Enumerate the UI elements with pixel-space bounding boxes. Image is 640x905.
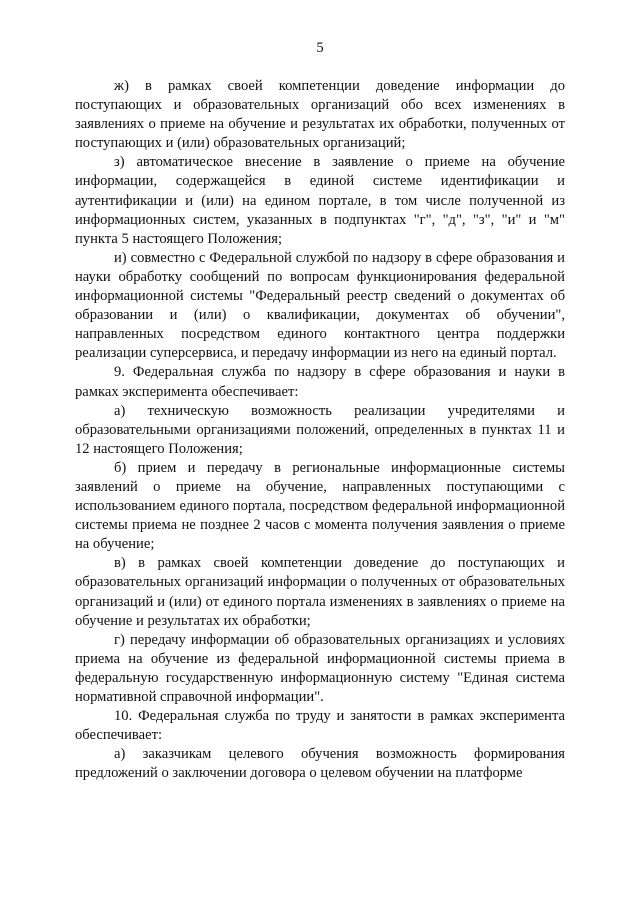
paragraph-item-10: 10. Федеральная служба по труду и занятости в рамках эксперимента обеспечивает: <box>75 708 565 744</box>
paragraph-9g: г) передачу информации об образовательных организациях и условиях приема на обучение из федеральной информационной системы приема в федеральную государственную информационную систему "Единая система нормативной справочной информации". <box>75 631 565 705</box>
paragraph-10a: а) заказчикам целевого обучения возможность формирования предложений о заключении договора о целевом обучении на платформе <box>75 746 565 782</box>
paragraph-9a: а) техническую возможность реализации учредителями и образовательными организациями положений, определенных в пунктах 11 и 12 настоящего Положения; <box>75 402 565 457</box>
paragraph-z: з) автоматическое внесение в заявление о приеме на обучение информации, содержащейся в единой системе идентификации и аутентификации и (или) на едином портале, в том числе полученной из информационных систем, указанных в подпунктах "г", "д", "з", "и" и "м" пункта 5 настоящего Положения; <box>75 154 565 247</box>
page-number: 5 <box>316 40 324 56</box>
paragraph-item-9: 9. Федеральная служба по надзору в сфере образования и науки в рамках эксперимента обеспечивает: <box>75 364 565 400</box>
paragraph-9v: в) в рамках своей компетенции доведение до поступающих и образовательных организаций информации о полученных от образовательных организаций и (или) от единого портала изменениях в заявлениях о приеме на обучение и результатах их обработки; <box>75 555 565 629</box>
paragraph-9b: б) прием и передачу в региональные информационные системы заявлений о приеме на обучение, направленных поступающими с использованием единого портала, посредством федеральной информационной системы приема не позднее 2 часов с момента получения заявления о приеме на обучение; <box>75 459 565 553</box>
document-body <box>75 77 565 783</box>
paragraph-i: и) совместно с Федеральной службой по надзору в сфере образования и науки обработку сообщений по вопросам функционирования федеральной информационной системы "Федеральный реестр сведений о документах об образовании и (или) о квалификации, документах об обучении", направленных посредством единого контактного центра поддержки реализации суперсервиса, и передачу информации из него на единый портал. <box>75 249 565 362</box>
paragraph-zh: ж) в рамках своей компетенции доведение информации до поступающих и образовательных организаций обо всех изменениях в заявлениях о приеме на обучение и результатах их обработки, полученных от поступающих и (или) образовательных организаций; <box>75 78 565 152</box>
